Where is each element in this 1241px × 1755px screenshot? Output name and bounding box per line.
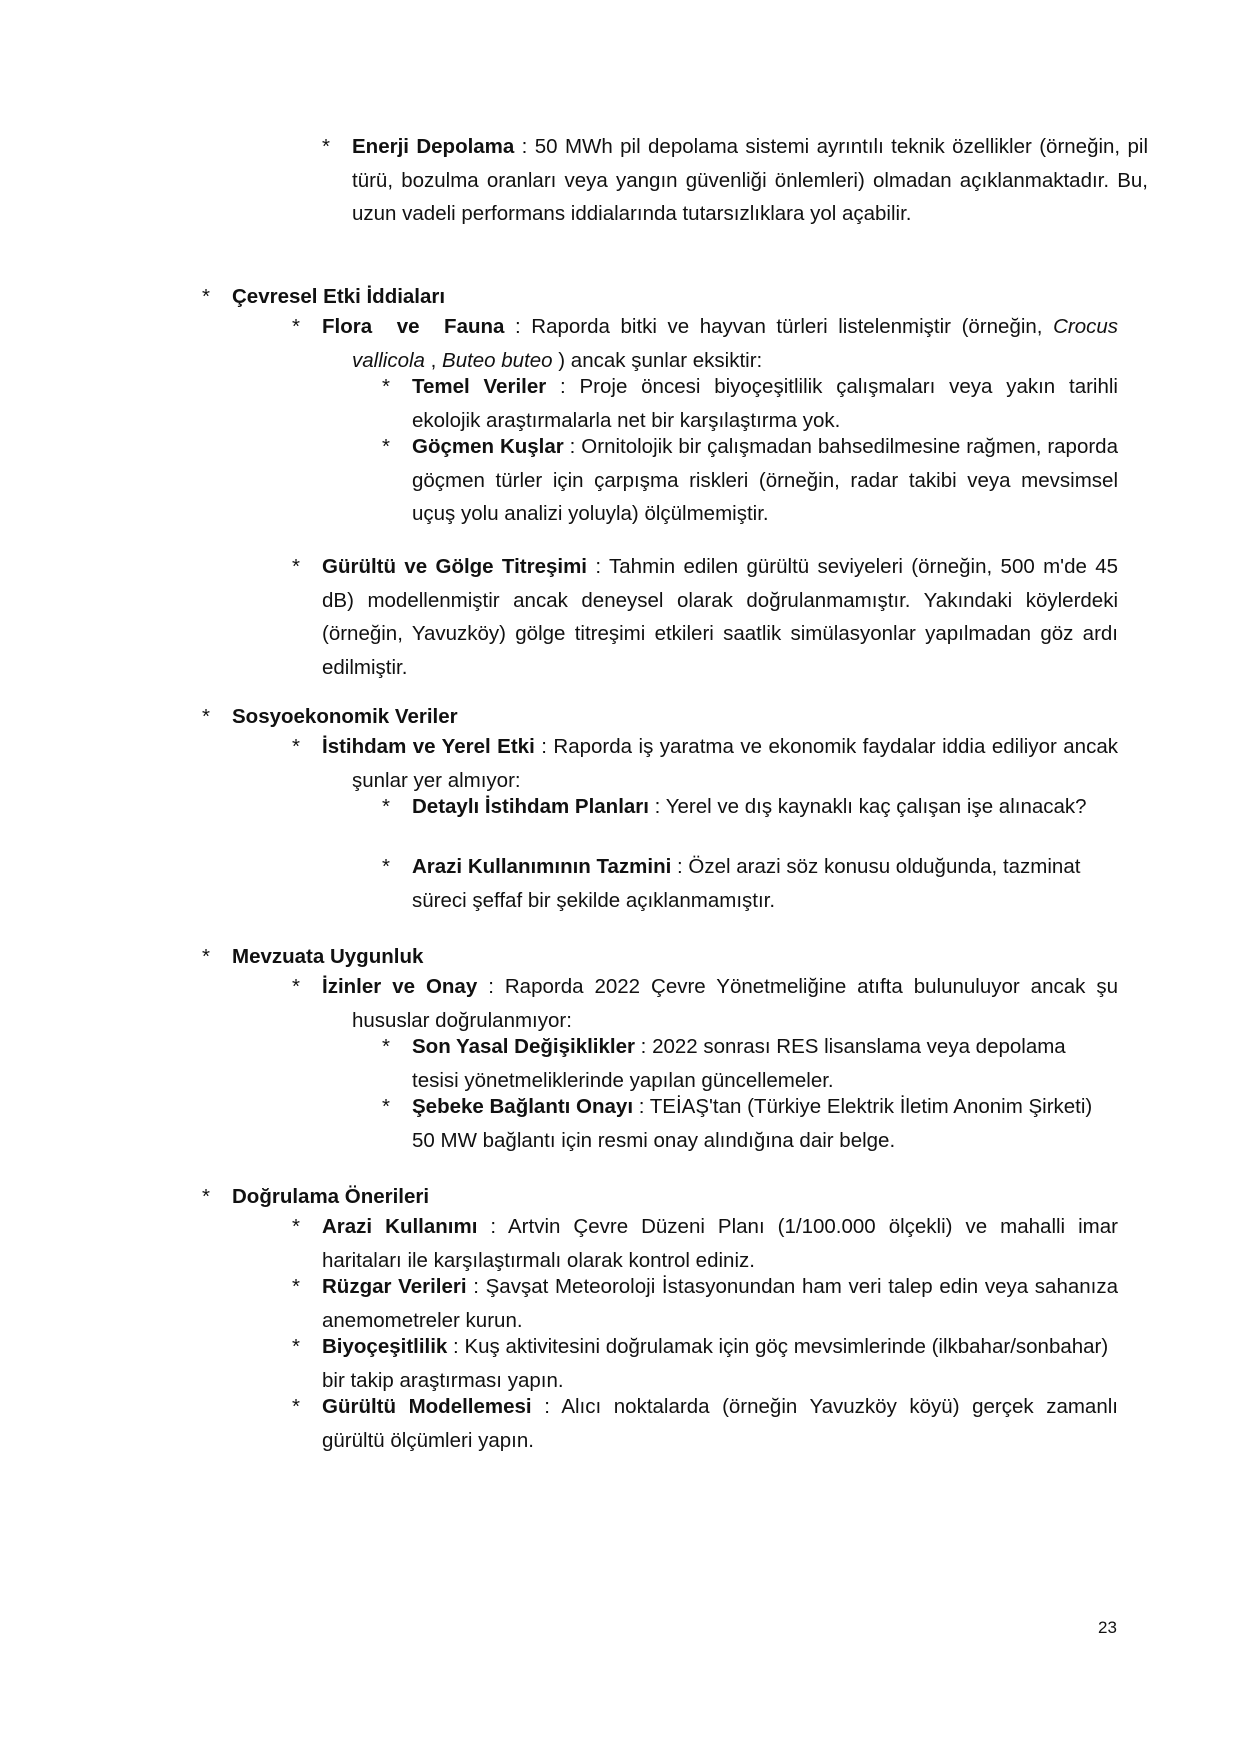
- separator: :: [477, 1215, 508, 1238]
- item-title: Flora ve Fauna: [322, 315, 505, 338]
- bullet-icon: *: [292, 1275, 300, 1298]
- separator: :: [671, 855, 689, 878]
- item-text: Raporda 2022 Çevre Yönetmeliğine atıfta bulunuluyor ancak şu hususlar doğrulanmıyor:: [352, 975, 1118, 1032]
- section-heading-sosyoekonomik: [202, 700, 1118, 734]
- separator: :: [477, 975, 505, 998]
- list-item-gurultu-golge: [292, 550, 1118, 684]
- separator: :: [514, 135, 535, 158]
- separator: :: [504, 315, 532, 338]
- item-title: Biyoçeşitlilik: [322, 1335, 448, 1358]
- item-text: Yerel ve dış kaynaklı kaç çalışan işe alınacak?: [665, 795, 1087, 818]
- item-title: Şebeke Bağlantı Onayı: [412, 1095, 634, 1118]
- list-item-ruzgar-verileri: [292, 1270, 1118, 1337]
- item-title: İzinler ve Onay: [322, 975, 478, 998]
- item-text: Raporda bitki ve hayvan türleri listelenmiştir (örneğin,: [531, 315, 1054, 338]
- bullet-icon: *: [292, 555, 300, 578]
- heading-text: Doğrulama Önerileri: [232, 1185, 430, 1208]
- item-title: Enerji Depolama: [352, 135, 515, 158]
- separator: :: [534, 735, 554, 758]
- bullet-icon: *: [382, 375, 390, 398]
- species-name: Buteo buteo: [442, 348, 553, 372]
- bullet-icon: *: [292, 1215, 300, 1238]
- list-item-arazi-tazmini: [382, 850, 1118, 917]
- bullet-icon: *: [382, 435, 390, 458]
- bullet-icon: *: [382, 1095, 390, 1118]
- page-number: 23: [1098, 1618, 1117, 1637]
- list-item-arazi-kullanimi: [292, 1210, 1118, 1277]
- item-text: 50 MWh pil depolama sistemi ayrıntılı teknik özellikler (örneğin, pil türü, bozulma oranları veya yangın güvenliği önlemleri) olmadan açıklanmaktadır. Bu, uzun vadeli performans iddialarında tutarsızlıklara yol açabilir.: [352, 135, 1149, 226]
- separator: :: [634, 1035, 653, 1058]
- list-item-detayli-istihdam: [382, 790, 1118, 824]
- item-title: Son Yasal Değişiklikler: [412, 1035, 635, 1058]
- bullet-icon: *: [382, 1035, 390, 1058]
- item-title: Detaylı İstihdam Planları: [412, 795, 649, 818]
- item-title: Göçmen Kuşlar: [412, 435, 564, 458]
- list-item-biyocesitlilik: [292, 1330, 1118, 1397]
- bullet-icon: *: [202, 945, 210, 968]
- separator: :: [648, 795, 666, 818]
- separator: ,: [424, 348, 443, 372]
- bullet-icon: *: [292, 735, 300, 758]
- item-title: Temel Veriler: [412, 375, 547, 398]
- list-item-gurultu-modellemesi: [292, 1390, 1118, 1457]
- list-item-sebeke-onay: [382, 1090, 1118, 1157]
- list-item-istihdam: [292, 730, 1118, 797]
- separator: :: [466, 1275, 486, 1298]
- item-text: Tahmin edilen gürültü seviyeleri (örneğin, 500 m'de 45 dB) modellenmiştir ancak deneysel olarak doğrulanmamıştır. Yakındaki köylerdeki (örneğin, Yavuzköy) gölge titreşimi etkileri saatlik simülasyonlar yapılmadan göz ardı edilmiştir.: [322, 555, 1119, 679]
- separator: :: [447, 1335, 465, 1358]
- item-text: ) ancak şunlar eksiktir:: [552, 348, 763, 372]
- item-title: Gürültü Modellemesi: [322, 1395, 532, 1418]
- list-item-son-yasal: [382, 1030, 1118, 1097]
- item-title: Rüzgar Verileri: [322, 1275, 467, 1298]
- bullet-icon: *: [202, 1185, 210, 1208]
- heading-text: Çevresel Etki İddiaları: [232, 285, 446, 308]
- bullet-icon: *: [292, 1395, 300, 1418]
- item-title: Gürültü ve Gölge Titreşimi: [322, 555, 587, 578]
- bullet-icon: *: [382, 855, 390, 878]
- list-item-temel-veriler: [382, 370, 1118, 437]
- item-text: Artvin Çevre Düzeni Planı (1/100.000 ölçekli) ve mahalli imar haritaları ile karşılaştırmalı olarak kontrol ediniz.: [322, 1215, 1118, 1272]
- bullet-icon: *: [292, 1335, 300, 1358]
- bullet-icon: *: [322, 135, 330, 158]
- bullet-icon: *: [292, 975, 300, 998]
- item-text: Ornitolojik bir çalışmadan bahsedilmesine rağmen, raporda göçmen türler için çarpışma riskleri (örneğin, radar takibi veya mevsimsel uçuş yolu analizi yoluyla) ölçülmemiştir.: [412, 435, 1118, 526]
- list-item-enerji-depolama: [292, 130, 1148, 231]
- heading-text: Sosyoekonomik Veriler: [232, 705, 458, 728]
- section-heading-mevzuat: [202, 940, 1118, 974]
- heading-text: Mevzuata Uygunluk: [232, 945, 424, 968]
- item-text: Raporda iş yaratma ve ekonomik faydalar iddia ediliyor ancak şunlar yer almıyor:: [352, 735, 1118, 792]
- section-heading-cevresel: [202, 280, 1118, 314]
- item-text: Proje öncesi biyoçeşitlilik çalışmaları veya yakın tarihli ekolojik araştırmalarla net bir karşılaştırma yok.: [412, 375, 1118, 432]
- list-item-gocmen-kuslar: [382, 430, 1118, 531]
- list-item-izinler-onay: [292, 970, 1118, 1037]
- separator: :: [546, 375, 580, 398]
- separator: :: [633, 1095, 650, 1118]
- item-text: Alıcı noktalarda (örneğin Yavuzköy köyü) gerçek zamanlı gürültü ölçümleri yapın.: [322, 1395, 1118, 1452]
- species-name: Crocus vallicola: [352, 315, 1118, 372]
- bullet-icon: *: [292, 315, 300, 338]
- item-text: Kuş aktivitesini doğrulamak için göç mevsimlerinde (ilkbahar/sonbahar) bir takip araştırması yapın.: [322, 1335, 1109, 1392]
- item-text: 2022 sonrası RES lisanslama veya depolama tesisi yönetmeliklerinde yapılan güncellemeler.: [412, 1035, 1066, 1092]
- bullet-icon: *: [382, 795, 390, 818]
- bullet-icon: *: [202, 285, 210, 308]
- item-text: Özel arazi söz konusu olduğunda, tazminat süreci şeffaf bir şekilde açıklanmamıştır.: [412, 855, 1081, 912]
- separator: :: [587, 555, 610, 578]
- list-item-flora-fauna: [292, 310, 1118, 377]
- separator: :: [531, 1395, 562, 1418]
- bullet-icon: *: [202, 705, 210, 728]
- section-heading-dogrulama: [202, 1180, 1118, 1214]
- item-title: Arazi Kullanımının Tazmini: [412, 855, 672, 878]
- separator: :: [563, 435, 582, 458]
- item-title: İstihdam ve Yerel Etki: [322, 735, 535, 758]
- item-text: Şavşat Meteoroloji İstasyonundan ham veri talep edin veya sahanıza anemometreler kurun.: [322, 1275, 1119, 1332]
- item-text: TEİAŞ'tan (Türkiye Elektrik İletim Anonim Şirketi) 50 MW bağlantı için resmi onay alındığına dair belge.: [412, 1095, 1093, 1152]
- item-title: Arazi Kullanımı: [322, 1215, 478, 1238]
